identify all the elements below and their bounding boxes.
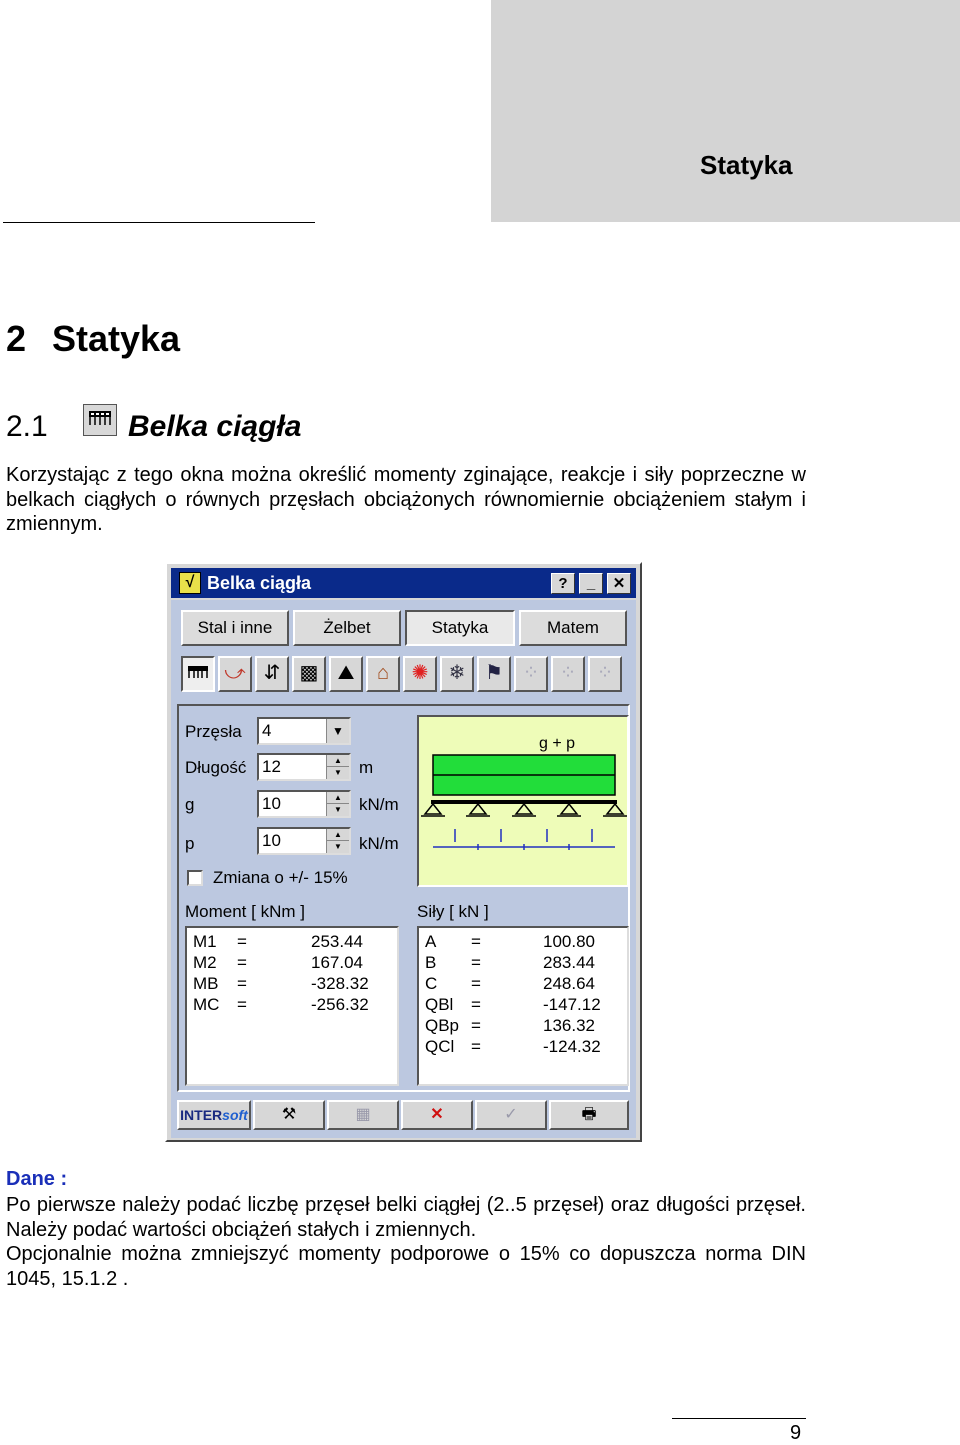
tab-stal[interactable]: Stal i inne xyxy=(181,610,289,646)
sun-icon[interactable]: ✺ xyxy=(403,656,437,692)
toolbar xyxy=(181,656,630,696)
length-value: 12 xyxy=(262,757,281,776)
title-bar[interactable] xyxy=(171,568,636,598)
logo-text: INTER xyxy=(180,1107,223,1123)
ok-check-icon[interactable]: ✓ xyxy=(475,1100,547,1130)
window-title: Belka ciągła xyxy=(207,573,312,593)
hammer-icon[interactable]: ⚒ xyxy=(253,1100,325,1130)
tab-matem[interactable]: Matem xyxy=(519,610,627,646)
p-stepper[interactable] xyxy=(257,827,351,855)
app-icon: √ xyxy=(179,572,201,594)
dots-icon[interactable]: ⁘ xyxy=(514,656,548,692)
window-body xyxy=(171,600,636,1138)
tab-statyka[interactable]: Statyka xyxy=(405,610,515,646)
minimize-button[interactable]: _ xyxy=(579,573,603,594)
intersoft-logo-button[interactable] xyxy=(177,1100,251,1130)
logo-text-soft: soft xyxy=(222,1107,248,1123)
page-number: 9 xyxy=(790,1422,802,1444)
beam-icon xyxy=(83,404,117,436)
beam-diagram xyxy=(417,715,629,887)
beam-icon[interactable] xyxy=(181,656,215,692)
mountains-icon[interactable]: ⛰ xyxy=(329,656,363,692)
section-number: 2.1 xyxy=(6,410,48,443)
p-label: p xyxy=(185,834,195,853)
intro-paragraph: Korzystając z tego okna można określić momenty zginające, reakcje i siły poprzeczne w belkach ciągłych o równych przęsłach obciążonych równomiernie obciążeniem stałym i zmiennym. xyxy=(6,464,806,535)
spans-select[interactable] xyxy=(257,717,351,745)
stepper-arrows[interactable]: ▲ ▼ xyxy=(326,829,349,853)
frame-icon[interactable]: ⇵ xyxy=(255,656,289,692)
change-checkbox[interactable] xyxy=(187,870,203,886)
optional-paragraph: Opcjonalnie można zmniejszyć momenty podporowe o 15% co dopuszcza norma DIN 1045, 15.1.2 . xyxy=(6,1243,806,1290)
grid-icon[interactable]: ▩ xyxy=(292,656,326,692)
dots-icon[interactable]: ⁘ xyxy=(551,656,585,692)
stepper-arrows[interactable]: ▲ ▼ xyxy=(326,755,349,779)
footer-rule xyxy=(672,1418,806,1419)
bottom-toolbar xyxy=(177,1100,630,1132)
stepper-arrows[interactable]: ▲ ▼ xyxy=(326,792,349,816)
length-unit: m xyxy=(359,758,374,777)
forces-header: Siły [ kN ] xyxy=(417,902,489,921)
p-unit: kN/m xyxy=(359,834,399,853)
g-value: 10 xyxy=(262,794,281,813)
arch-icon[interactable]: ⤻ xyxy=(218,656,252,692)
chapter-number: 2 xyxy=(6,318,27,359)
chapter-title: Statyka xyxy=(52,318,181,359)
chapter-heading xyxy=(6,318,180,360)
length-label: Długość xyxy=(185,758,247,777)
spans-label: Przęsła xyxy=(185,722,242,741)
close-button[interactable]: ✕ xyxy=(607,573,631,594)
dane-paragraph: Po pierwsze należy podać liczbę przęseł belki ciągłej (2..5 przęseł) oraz długości przęseł. Należy podać wartości obciążeń stałych i zmiennych. xyxy=(6,1194,806,1241)
load-label: g + p xyxy=(539,735,576,752)
snowflake-icon[interactable]: ❄ xyxy=(440,656,474,692)
change-label: Zmiana o +/- 15% xyxy=(213,868,348,887)
dots-icon[interactable]: ⁘ xyxy=(588,656,622,692)
p-value: 10 xyxy=(262,831,281,850)
chevron-down-icon[interactable]: ▼ xyxy=(326,719,349,743)
wind-icon[interactable]: ⚑ xyxy=(477,656,511,692)
g-unit: kN/m xyxy=(359,795,399,814)
g-label: g xyxy=(185,795,195,814)
help-button[interactable]: ? xyxy=(551,573,575,594)
moment-list[interactable]: M1 = 253.44 M2 = 167.04 MB = -328.32 MC = -256.32 xyxy=(185,926,399,1086)
house-icon[interactable]: ⌂ xyxy=(366,656,400,692)
section-heading xyxy=(6,410,301,444)
tab-zelbet[interactable]: Żelbet xyxy=(293,610,401,646)
forces-list[interactable]: A = 100.80 B = 283.44 C = 248.64 QBl = -147.12 QBp = 136.32 QCl = -124.32 xyxy=(417,926,629,1086)
cancel-icon[interactable]: ✕ xyxy=(401,1100,473,1130)
running-title: Statyka xyxy=(700,150,793,180)
calculator-icon[interactable]: ▦ xyxy=(327,1100,399,1130)
moment-header: Moment [ kNm ] xyxy=(185,902,305,921)
print-icon[interactable]: 🖶 xyxy=(549,1100,629,1130)
length-stepper[interactable] xyxy=(257,753,351,781)
g-stepper[interactable] xyxy=(257,790,351,818)
section-title: Belka ciągła xyxy=(128,410,302,443)
header-rule xyxy=(3,222,315,223)
spans-value: 4 xyxy=(262,721,272,740)
belka-window xyxy=(165,562,642,1142)
dane-heading: Dane : xyxy=(6,1168,68,1190)
header-band xyxy=(491,0,960,222)
